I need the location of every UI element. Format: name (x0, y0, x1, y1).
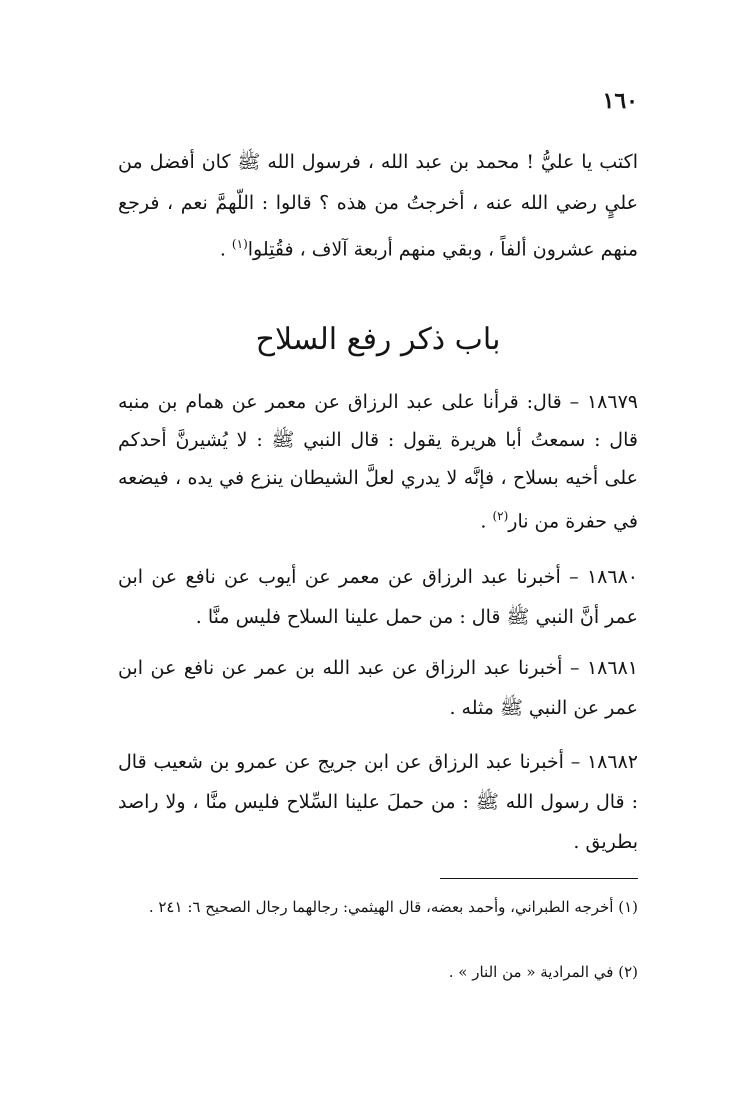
hadith-18679 (118, 383, 638, 540)
intro-text: اكتب يا عليُّ ! محمد بن عبد الله ، فرسول الله ﷺ كان أفضل من عليٍ رضي الله عنه ، أخرجتُ من هذه ؟ قالوا : اللّهمَّ نعم ، فرجع منهم عشرون ألفاً ، وبقي منهم أربعة آلاف ، فقُتِلوا (118, 151, 638, 261)
chapter-title: باب ذكر رفع السلاح (255, 322, 501, 357)
intro-end: . (219, 238, 232, 261)
footnote-1: (١) أخرجه الطبراني، وأحمد بعضه، قال الهيثمي: رجالهما رجال الصحيح ٦: ٢٤١ . (148, 898, 638, 916)
hadith-18680: ١٨٦٨٠ – أخبرنا عبد الرزاق عن معمر عن أيوب عن نافع عن ابن عمر أنَّ النبي ﷺ قال : من حمل علينا السلاح فليس منَّا . (118, 566, 638, 628)
footnote-2: (٢) في المرادية « من النار » . (448, 963, 638, 981)
footnote-ref-1: (١) (231, 237, 248, 251)
intro-paragraph (118, 142, 638, 270)
footnote-ref-2: (٢) (492, 509, 509, 523)
hadith-18682: ١٨٦٨٢ – أخبرنا عبد الرزاق عن ابن جريج عن عمرو بن شعيب قال : قال رسول الله ﷺ : من حملَ علينا السِّلاح فليس منَّا ، ولا راصد بطريق . (118, 751, 638, 853)
hadith-text: ١٨٦٧٩ – قال: قرأنا على عبد الرزاق عن معمر عن همام بن منبه قال : سمعتُ أبا هريرة يقول : قال النبي ﷺ : لا يُشيرنَّ أحدكم على أخيه بسلاح ، فإنَّه لا يدري لعلَّ الشيطان ينزع في يده ، فيضعه في حفرة من نار (118, 391, 638, 533)
hadith-end: . (480, 510, 493, 533)
hadith-18681: ١٨٦٨١ – أخبرنا عبد الرزاق عن عبد الله بن عمر عن نافع عن ابن عمر عن النبي ﷺ مثله . (118, 657, 638, 719)
footnote-divider (440, 878, 638, 879)
page-number: ١٦٠ (602, 88, 638, 114)
